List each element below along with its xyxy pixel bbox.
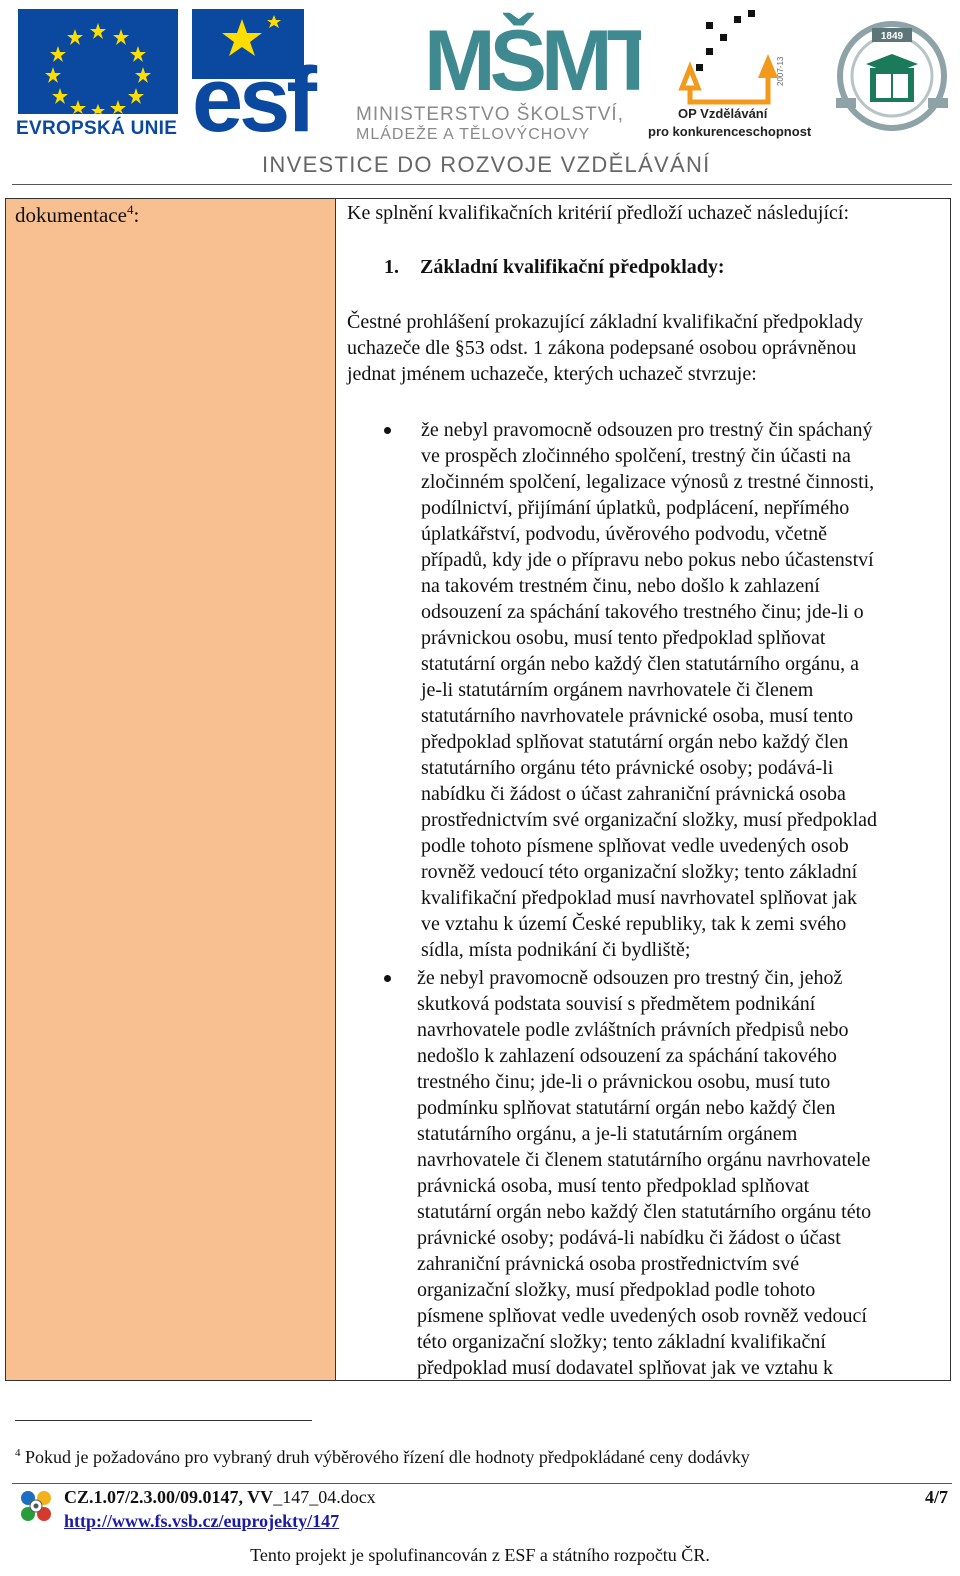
intro-text: Ke splnění kvalifikačních kritérií předloží uchazeč následující: — [347, 202, 850, 224]
list-item — [384, 965, 950, 1381]
op-vk-logo — [648, 6, 828, 146]
funding-statement: Tento projekt je spolufinancován z ESF a státního rozpočtu ČR. — [250, 1545, 710, 1565]
eu-flag-logo — [18, 9, 178, 114]
list-item-line: statutární orgán nebo každý člen statutárního orgánu, a — [421, 653, 860, 675]
table-label-cell — [6, 199, 336, 1380]
vsb-university-seal — [836, 6, 948, 141]
header-divider — [12, 184, 952, 185]
list-item-line: trestného činu; jde-li o právnickou osobu, musí tuto — [417, 1071, 831, 1093]
list-item-line: podle tohoto písmene splňovat vedle uvedených osob — [421, 835, 849, 857]
project-url-link[interactable]: http://www.fs.vsb.cz/euprojekty/147 — [64, 1511, 340, 1531]
list-item-line: úplatkářství, podvodu, úvěrového podvodu, včetně — [421, 523, 828, 545]
list-item-line: podmínku splňovat statutární orgán nebo každý člen — [417, 1097, 836, 1119]
list-item-line: navrhovatele či členem statutárního orgánu navrhovatele — [417, 1149, 871, 1171]
list-item-line: na takovém trestném činu, nebo došlo k zahlazení — [421, 575, 820, 597]
list-item-line: zločinném spolčení, legalizace výnosů z trestné činnosti, — [421, 471, 875, 493]
document-code: CZ.1.07/2.3.00/09.0147, VV_147_04.docx — [64, 1487, 376, 1507]
section-title: Základní kvalifikační předpoklady: — [420, 256, 725, 278]
section-heading — [384, 256, 725, 279]
msmt-logo — [356, 6, 641, 146]
esf-text: esf — [192, 49, 313, 137]
table-content-cell — [336, 199, 950, 1380]
list-item-line: právnická osoba, musí tento předpoklad splňovat — [417, 1175, 810, 1197]
msmt-mark: MŠMT — [424, 13, 641, 104]
eu-label: EVROPSKÁ UNIE — [16, 118, 178, 139]
list-item-line: nedošlo k zahlazení odsouzení za spáchání takového — [417, 1045, 837, 1067]
list-item-line: že nebyl pravomocně odsouzen pro trestný čin, jehož — [417, 967, 843, 989]
footnote-number: 4 — [15, 1447, 21, 1459]
list-item-line: organizační složky, musí předpoklad podle tohoto — [417, 1279, 816, 1301]
list-item-line: podílnictví, přijímání úplatků, podplácení, nepřímého — [421, 497, 850, 519]
list-item-line: skutková podstata souvisí s předmětem podnikání — [417, 993, 816, 1015]
list-item — [384, 417, 950, 963]
list-item-text — [421, 417, 877, 963]
list-item-line: sídla, místa podnikání či bydliště; — [421, 939, 691, 961]
list-item-line: statutárního orgánu, a je-li statutárním orgánem — [417, 1123, 798, 1145]
list-item-line: případů, kdy jde o přípravu nebo pokus nebo účastenství — [421, 549, 874, 571]
list-item-line: navrhovatele podle zvláštních právních předpisů nebo — [417, 1019, 849, 1041]
paragraph-line: uchazeče dle §53 odst. 1 zákona podepsané osobou oprávněnou — [347, 337, 857, 359]
page-number: 4/7 — [924, 1487, 948, 1507]
list-item-line: je-li statutárním orgánem navrhovatele či členem — [421, 679, 814, 701]
list-item-line: zahraniční právnická osoba prostřednictvím své — [417, 1253, 800, 1275]
list-item-line: statutárního navrhovatele právnické osoba, musí tento — [421, 705, 854, 727]
investice-slogan: INVESTICE DO ROZVOJE VZDĚLÁVÁNÍ — [262, 152, 711, 177]
bullet-icon — [384, 975, 391, 982]
paragraph-line: Čestné prohlášení prokazující základní kvalifikační předpoklady — [347, 311, 863, 333]
page-header — [0, 0, 960, 185]
vsb-year: 1849 — [880, 31, 904, 42]
list-item-line: této organizační složky; tento základní kvalifikační — [417, 1331, 826, 1353]
eu-stars-icon — [18, 9, 178, 114]
footnote — [15, 1447, 750, 1468]
paragraph-line: jednat jménem uchazeče, kterých uchazeč stvrzuje: — [347, 363, 757, 385]
bullet-icon — [384, 427, 391, 434]
declaration-paragraph — [347, 309, 947, 387]
qualification-table — [5, 198, 951, 1381]
footnote-ref: 4 — [126, 202, 134, 217]
list-item-line: odsouzení za spáchání takového trestného činu; jde-li o — [421, 601, 864, 623]
list-item-line: ve prospěch zločinného spolčení, trestný čin účasti na — [421, 445, 851, 467]
list-item-line: že nebyl pravomocně odsouzen pro trestný čin spáchaný — [421, 419, 873, 441]
list-item-line: předpoklad musí dodavatel splňovat jak ve vztahu k — [417, 1357, 834, 1379]
footnote-text: Pokud je požadováno pro vybraný druh výběrového řízení dle hodnoty předpokládané ceny dodávky — [25, 1447, 750, 1467]
list-item-line: statutárního orgánu této právnické osoby; podává-li — [421, 757, 834, 779]
section-number: 1. — [384, 256, 399, 278]
list-item-line: písmene splňovat vedle uvedených osob rovněž vedoucí — [417, 1305, 867, 1327]
list-item-line: předpoklad splňovat statutární orgán nebo každý člen — [421, 731, 849, 753]
list-item-line: právnické osoby; podává-li nabídku či žádost o účast — [417, 1227, 841, 1249]
op-name-line2: pro konkurenceschopnost — [648, 124, 812, 139]
list-item-line: kvalifikační předpoklad musí navrhovatel splňovat jak — [421, 887, 857, 909]
list-item-line: nabídku či žádost o účast zahraniční právnická osoba — [421, 783, 846, 805]
footnote-divider — [15, 1420, 312, 1421]
list-item-line: ve vztahu k území České republiky, tak k zemi svého — [421, 913, 847, 935]
list-item-line: prostřednictvím své organizační složky, musí předpoklad — [421, 809, 878, 831]
project-logo-icon — [14, 1486, 58, 1528]
op-years: 2007-13 — [776, 56, 785, 86]
list-item-line: právnickou osobu, musí tento předpoklad splňovat — [421, 627, 826, 649]
msmt-name-line2: MLÁDEŽE A TĚLOVÝCHOVY — [356, 126, 591, 143]
table-label: dokumentace$^4$: — [15, 202, 140, 227]
op-name-line1: OP Vzdělávání — [678, 106, 768, 121]
list-item-line: rovněž vedoucí této organizační složky; tento základní — [421, 861, 858, 883]
esf-logo — [192, 9, 342, 137]
list-item-text — [417, 965, 871, 1381]
list-item-line: statutární orgán nebo každý člen statutárního orgánu této — [417, 1201, 872, 1223]
msmt-name-line1: MINISTERSTVO ŠKOLSTVÍ, — [356, 104, 624, 125]
footer-divider — [12, 1483, 952, 1484]
